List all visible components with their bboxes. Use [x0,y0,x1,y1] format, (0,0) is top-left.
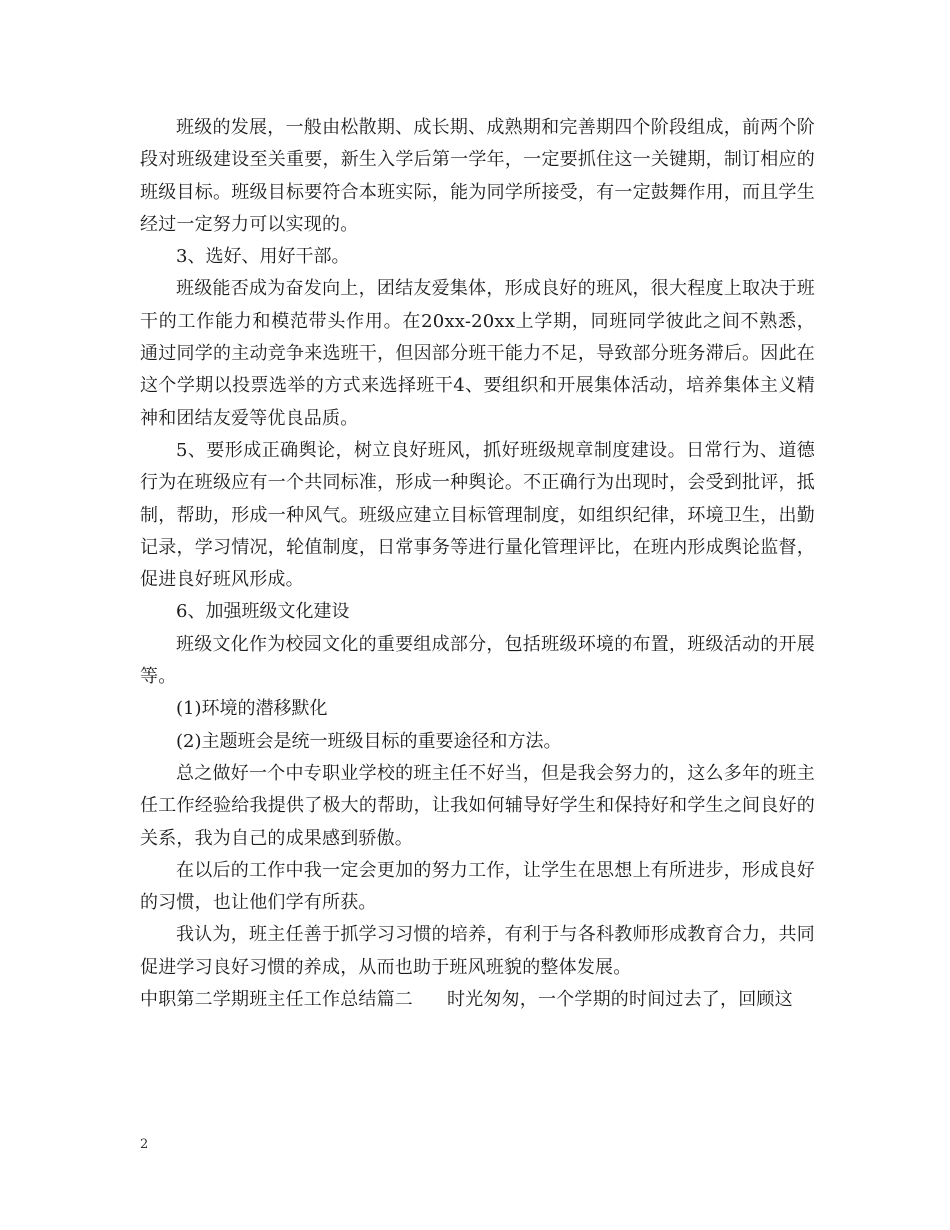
section-title-part-two: 中职第二学期班主任工作总结篇二 [140,989,413,1011]
paragraph-class-culture: 班级文化作为校园文化的重要组成部分，包括班级环境的布置，班级活动的开展等。 [140,633,815,688]
paragraph-class-development: 班级的发展，一般由松散期、成长期、成熟期和完善期四个阶段组成，前两个阶段对班级建设至关重要，新生入学后第一学年，一定要抓住这一关键期，制订相应的班级目标。班级目标要符合本班实际，能为同学所接受，有一定鼓舞作用，而且学生经过一定努力可以实现的。 [140,117,815,235]
paragraph-future-work: 在以后的工作中我一定会更加的努力工作，让学生在思想上有所进步，形成良好的习惯，也让他们学有所获。 [140,859,815,914]
final-line-text: 时光匆匆，一个学期的时间过去了，回顾这 [447,989,793,1011]
paragraph-study-habits: 我认为，班主任善于抓学习习惯的培养，有利于与各科教师形成教育合力，共同促进学习良好习惯的养成，从而也助于班风班貌的整体发展。 [140,924,815,978]
section-heading-class-culture: 6、加强班级文化建设 [176,601,350,623]
paragraph-public-opinion: 5、要形成正确舆论，树立良好班风，抓好班级规章制度建设。日常行为、道德行为在班级应有一个共同标准，形成一种舆论。不正确行为出现时，会受到批评，抵制，帮助，形成一种风气。班级应建立目标管理制度，如组织纪律，环境卫生，出勤记录，学习情况，轮值制度，日常事务等进行量化管理评比，在班内形成舆论监督，促进良好班风形成。 [140,439,815,591]
paragraph-summary: 总之做好一个中专职业学校的班主任不好当，但是我会努力的，这么多年的班主任工作经验给我提供了极大的帮助，让我如何辅导好学生和保持好和学生之间良好的关系，我为自己的成果感到骄傲。 [140,762,815,849]
list-item-theme-meeting: (2)主题班会是统一班级目标的重要途径和方法。 [176,730,562,752]
final-line [140,984,815,1016]
page-number: 2 [140,1137,149,1152]
document-body [140,112,815,1016]
paragraph-class-cadres: 班级能否成为奋发向上，团结友爱集体，形成良好的班风，很大程度上取决于班干的工作能力和模范带头作用。在20xx-20xx上学期，同班同学彼此之间不熟悉，通过同学的主动竞争来选班干，但因部分班干能力不足，导致部分班务滞后。因此在这个学期以投票选举的方式来选择班干4、要组织和开展集体活动，培养集体主义精神和团结友爱等优良品质。 [140,278,815,429]
section-heading-select-cadres: 3、选好、用好干部。 [176,246,350,268]
list-item-environment: (1)环境的潜移默化 [176,698,328,720]
